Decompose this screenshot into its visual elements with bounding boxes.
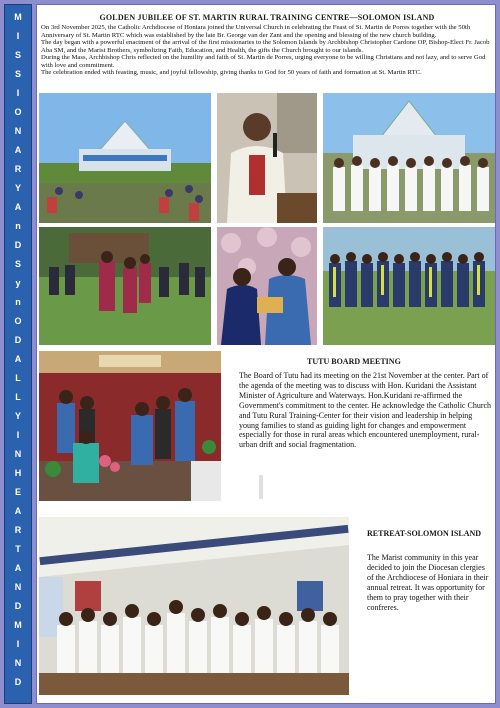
banner-letter: H	[14, 468, 22, 478]
jubilee-paragraph: The celebration ended with feasting, music, and joyful fellowship, giving thanks to God for 50 years of faith and formation at St. Martin RTC.	[41, 69, 422, 76]
banner-letter: N	[14, 582, 22, 592]
photo-archbishop-speaking	[217, 93, 317, 223]
banner-letter: D	[14, 240, 22, 250]
jubilee-paragraph: The day began with a powerful enactment of the arrival of the first missionaries to the Solomon Islands by Archbishop Christopher Cardone OP, Bishop-Elect Fr. Jacob Aba SM, and the Marist Brothers, symbolizing Faith, Education, and Health, the gifts the Church brought to our islands.	[41, 39, 490, 54]
banner-letter: T	[15, 544, 21, 554]
vertical-banner	[4, 4, 32, 704]
banner-letter: D	[14, 335, 22, 345]
jubilee-paragraph: During the Mass, Archbishop Chris reflected on the humility and faith of St. Martin de Porres, urging everyone to be willing Christians and not lazy, and to serve God with love and commitment.	[41, 54, 486, 69]
banner-letter: A	[14, 563, 22, 573]
banner-letter: L	[15, 392, 21, 402]
banner-letter: A	[14, 202, 22, 212]
banner-letter: N	[14, 658, 22, 668]
banner-letter: R	[14, 164, 22, 174]
banner-letter: E	[14, 487, 21, 497]
banner-letter: I	[16, 88, 20, 98]
photo-graduates	[323, 227, 495, 345]
banner-letter: I	[16, 430, 20, 440]
banner-letter: A	[14, 145, 22, 155]
banner-letter: n	[15, 297, 21, 307]
jubilee-intro	[41, 24, 493, 77]
banner-letter: I	[16, 639, 20, 649]
banner-letter: M	[14, 12, 22, 22]
photo-retreat-clergy	[39, 517, 349, 695]
banner-letter: D	[14, 677, 22, 687]
banner-letter: S	[14, 69, 21, 79]
newsletter-page	[36, 4, 496, 704]
banner-letter: R	[14, 525, 22, 535]
retreat-body: The Marist community in this year decided to join the Diocesan clergies of the Archdiocese of Honiara in their annual retreat. It was opportunity for them to pray together with their confreres.	[367, 553, 489, 612]
banner-letter: M	[14, 620, 22, 630]
photo-tutu-board	[39, 351, 221, 501]
banner-letter: A	[14, 506, 22, 516]
banner-letter: D	[14, 601, 22, 611]
banner-letter: N	[14, 449, 22, 459]
banner-letter: I	[16, 31, 20, 41]
banner-letter: S	[14, 259, 21, 269]
photo-clergy-procession	[323, 93, 495, 223]
banner-letter: O	[14, 316, 22, 326]
banner-letter: y	[15, 278, 21, 288]
banner-letter: L	[15, 373, 21, 383]
decorative-bar	[259, 475, 263, 499]
photo-certificate-presentation	[217, 227, 317, 345]
photo-dancers	[39, 227, 211, 345]
banner-letter: n	[15, 221, 21, 231]
banner-letter: A	[14, 354, 22, 364]
banner-letter: S	[14, 50, 21, 60]
retreat-heading: RETREAT-SOLOMON ISLAND	[367, 529, 482, 538]
banner-letter: N	[14, 126, 22, 136]
tutu-heading: TUTU BOARD MEETING	[307, 357, 401, 366]
banner-letter: Y	[14, 183, 21, 193]
jubilee-paragraph: On 3rd November 2025, the Catholic Archdiocese of Honiara joined the Universal Church in celebrating the Feast of St. Martin de Porres together with the 50th Anniversary of St. Martin RTC which was established by the late Br. George van der Zant and the opening and blessing of the new church building.	[41, 24, 471, 39]
photo-church-crowd	[39, 93, 211, 223]
jubilee-title: GOLDEN JUBILEE OF ST. MARTIN RURAL TRAINING CENTRE—SOLOMON ISLAND	[99, 13, 435, 22]
tutu-body: The Board of Tutu had its meeting on the 21st November at the center. Part of the agenda of the meeting was to discuss with Hon. Kuridani the Assistant Minister of Agriculture and Waterways. Hon.Kuridani re-affirmed the Government's commitment to the center. He acknowledge the Catholic Church and Tutu Rural Training-Center for their vision and leadership in helping young families to stand as guiding light for changes and empowerment especially for those in rural areas which encountered unemployment, rural-urban drift and social fragmentation.	[239, 371, 492, 450]
banner-letter: O	[14, 107, 22, 117]
banner-letter: Y	[14, 411, 21, 421]
